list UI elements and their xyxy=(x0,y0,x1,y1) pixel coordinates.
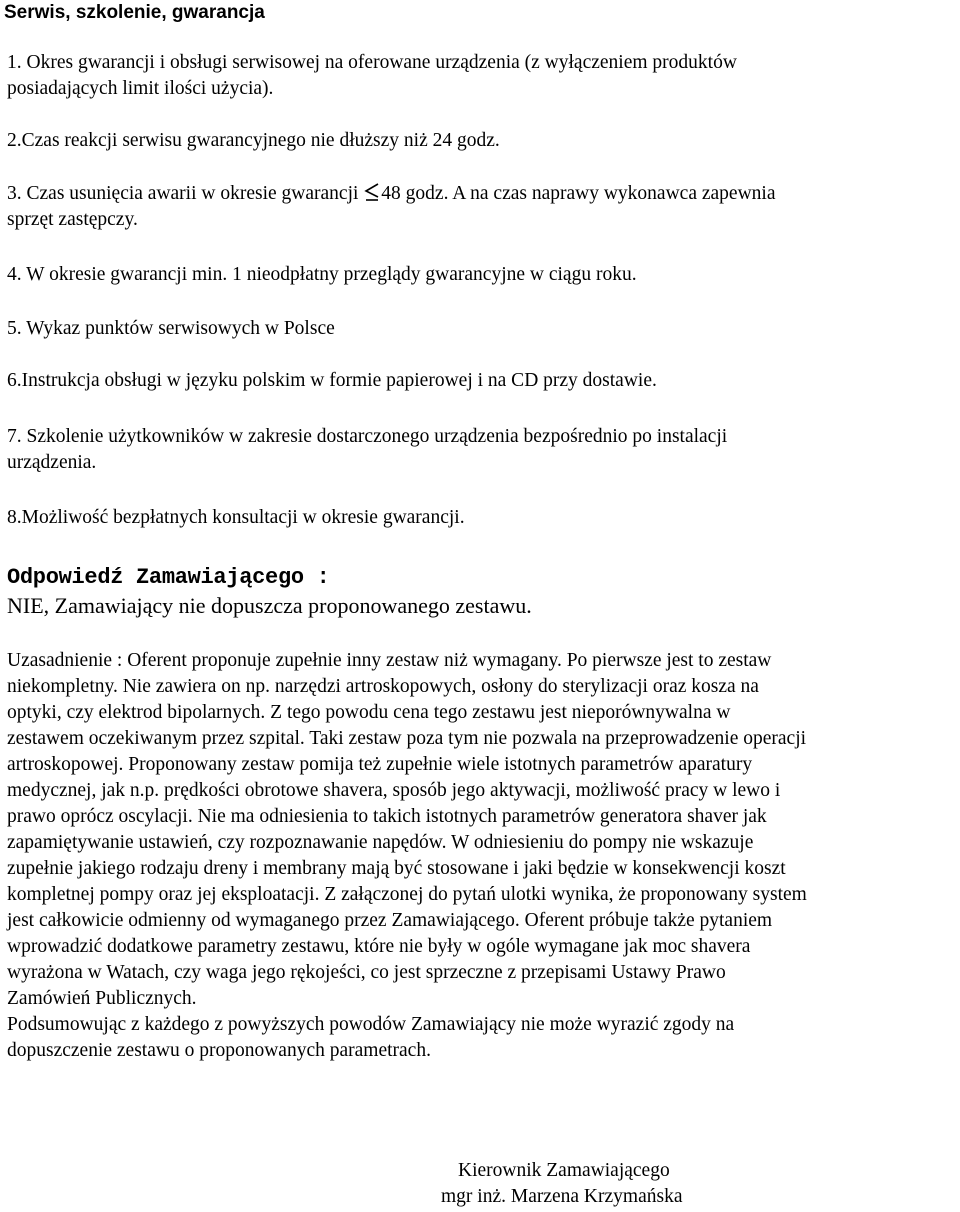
list-item-3-text-after: 48 godz. A na czas naprawy wykonawca zapewnia xyxy=(381,183,776,204)
justification-line-9: zupełnie jakiego rodzaju dreny i membrany mają być stosowane i jaki będzie w konsekwencji koszt xyxy=(7,858,786,879)
justification-line-12: wprowadzić dodatkowe parametry zestawu, które nie były w ogóle wymagane jak moc shavera xyxy=(7,936,751,957)
justification-line-11: jest całkowicie odmienny od wymaganego przez Zamawiającego. Oferent próbuje także pytaniem xyxy=(7,910,773,931)
justification-line-10: kompletnej pompy oraz jej eksploatacji. Z załączonej do pytań ulotki wynika, że proponowany system xyxy=(7,884,807,905)
list-item-3-text-before: 3. Czas usunięcia awarii w okresie gwarancji xyxy=(7,183,364,204)
list-item-5: 5. Wykaz punktów serwisowych w Polsce xyxy=(7,318,335,339)
justification-line-4: zestawem oczekiwanym przez szpital. Taki zestaw poza tym nie pozwala na przeprowadzenie operacji xyxy=(7,728,807,749)
answer-text: NIE, Zamawiający nie dopuszcza proponowanego zestawu. xyxy=(7,593,532,618)
list-item-3-line-2: sprzęt zastępczy. xyxy=(7,209,138,230)
justification-line-6: medycznej, jak n.p. prędkości obrotowe shavera, sposób jego aktywacji, możliwość pracy w lewo i xyxy=(7,780,781,801)
list-item-1-line-1: 1. Okres gwarancji i obsługi serwisowej na oferowane urządzenia (z wyłączeniem produktów xyxy=(7,52,737,73)
list-item-7-line-1: 7. Szkolenie użytkowników w zakresie dostarczonego urządzenia bezpośrednio po instalacji xyxy=(7,426,728,447)
justification-line-3: optyki, czy elektrod bipolarnych. Z tego powodu cena tego zestawu jest nieporównywalna w xyxy=(7,702,731,723)
signature-name: mgr inż. Marzena Krzymańska xyxy=(441,1186,683,1207)
signature-role: Kierownik Zamawiającego xyxy=(458,1160,670,1181)
justification-line-16: dopuszczenie zestawu o proponowanych parametrach. xyxy=(7,1040,431,1061)
list-item-4: 4. W okresie gwarancji min. 1 nieodpłatny przeglądy gwarancyjne w ciągu roku. xyxy=(7,264,637,285)
list-item-1-line-2: posiadających limit ilości użycia). xyxy=(7,78,274,99)
list-item-7-line-2: urządzenia. xyxy=(7,452,97,473)
justification-line-7: prawo oprócz oscylacji. Nie ma odniesienia to takich istotnych parametrów generatora shaver jak xyxy=(7,806,767,827)
justification-line-15: Podsumowując z każdego z powyższych powodów Zamawiający nie może wyrazić zgody na xyxy=(7,1014,735,1035)
less-or-equal-icon xyxy=(363,182,381,202)
list-item-3-line-1 xyxy=(7,181,775,207)
justification-line-5: artroskopowej. Proponowany zestaw pomija też zupełnie wiele istotnych parametrów aparatury xyxy=(7,754,753,775)
section-heading: Serwis, szkolenie, gwarancja xyxy=(4,2,265,23)
justification-line-13: wyrażona w Watach, czy waga jego rękojeści, co jest sprzeczne z przepisami Ustawy Prawo xyxy=(7,962,726,983)
justification-line-14: Zamówień Publicznych. xyxy=(7,988,197,1009)
justification-line-1: Uzasadnienie : Oferent proponuje zupełnie inny zestaw niż wymagany. Po pierwsze jest to zestaw xyxy=(7,650,772,671)
list-item-2: 2.Czas reakcji serwisu gwarancyjnego nie dłuższy niż 24 godz. xyxy=(7,130,500,151)
list-item-8: 8.Możliwość bezpłatnych konsultacji w okresie gwarancji. xyxy=(7,507,465,528)
answer-title: Odpowiedź Zamawiającego : xyxy=(7,565,330,590)
justification-line-8: zapamiętywanie ustawień, czy rozpoznawanie napędów. W odniesieniu do pompy nie wskazuje xyxy=(7,832,754,853)
list-item-6: 6.Instrukcja obsługi w języku polskim w formie papierowej i na CD przy dostawie. xyxy=(7,370,657,391)
justification-line-2: niekompletny. Nie zawiera on np. narzędzi artroskopowych, osłony do sterylizacji oraz kosza na xyxy=(7,676,759,697)
